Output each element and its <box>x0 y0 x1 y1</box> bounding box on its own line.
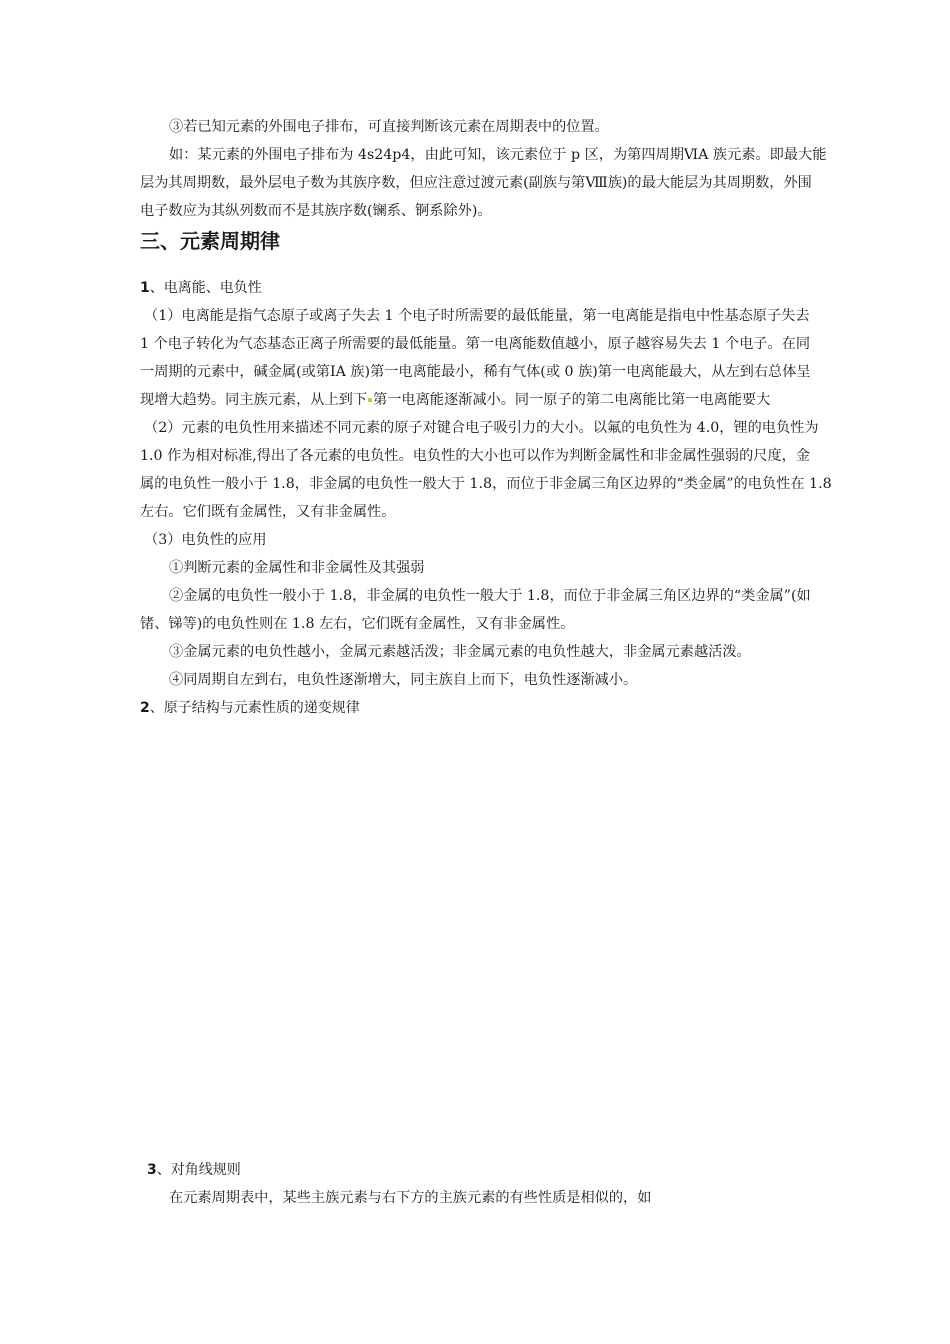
subsection-3-heading <box>147 1160 241 1180</box>
example-line-3: 电子数应为其纵列数而不是其族序数(镧系、锕系除外)。 <box>140 203 492 219</box>
example-line-2: 层为其周期数，最外层电子数为其族序数，但应注意过渡元素(副族与第Ⅷ族)的最大能层为其周期数，外围 <box>140 175 812 191</box>
application-2-line-2: 锗、锑等)的电负性则在 1.8 左右，它们既有金属性，又有非金属性。 <box>140 616 575 632</box>
subsection-2-number: 2 <box>140 700 150 716</box>
subsection-1-heading <box>140 278 262 298</box>
subsection-3-number: 3 <box>147 1162 157 1178</box>
section-heading: 三、元素周期律 <box>140 229 280 253</box>
para1-line-4a: 现增大趋势。同主族元素，从上到下 <box>140 392 368 408</box>
para1-line-4 <box>140 390 770 410</box>
para1-line-3: 一周期的元素中，碱金属(或第ⅠA 族)第一电离能最小，稀有气体(或 0 族)第一电离能最大，从左到右总体呈 <box>140 364 811 380</box>
application-4: ④同周期自左到右，电负性逐渐增大，同主族自上而下，电负性逐渐减小。 <box>169 672 638 688</box>
para1-line-2: 1 个电子转化为气态基态正离子所需要的最低能量。第一电离能数值越小，原子越容易失去 1 个电子。在同 <box>140 336 811 352</box>
subsection-1-title: 、电离能、电负性 <box>149 280 262 296</box>
subsection-1-number: 1 <box>140 280 150 296</box>
para2-line-1: （2）元素的电负性用来描述不同元素的原子对键合电子吸引力的大小。以氟的电负性为 4.0，锂的电负性为 <box>144 420 819 436</box>
intro-point-3: ③若已知元素的外围电子排布，可直接判断该元素在周期表中的位置。 <box>169 119 609 135</box>
para2-line-3: 属的电负性一般小于 1.8，非金属的电负性一般大于 1.8，而位于非金属三角区边界的“类金属”的电负性在 1.8 <box>140 476 832 492</box>
application-2-line-1: ②金属的电负性一般小于 1.8，非金属的电负性一般大于 1.8，而位于非金属三角区边界的“类金属”(如 <box>169 588 811 604</box>
example-line-1: 如：某元素的外围电子排布为 4s24p4，由此可知，该元素位于 p 区，为第四周期ⅥA 族元素。即最大能 <box>169 147 827 163</box>
application-1: ①判断元素的金属性和非金属性及其强弱 <box>169 560 425 576</box>
subsection-2-title: 、原子结构与元素性质的递变规律 <box>149 700 360 716</box>
highlight-mark <box>368 398 372 402</box>
subsection-3-title: 、对角线规则 <box>156 1162 241 1178</box>
para1-line-4b: 第一电离能逐渐减小。同一原子的第二电离能比第一电离能要大 <box>373 392 771 408</box>
subsection-3-text: 在元素周期表中，某些主族元素与右下方的主族元素的有些性质是相似的，如 <box>169 1190 652 1206</box>
para2-line-4: 左右。它们既有金属性，又有非金属性。 <box>140 504 396 520</box>
subsection-2-heading <box>140 698 360 718</box>
para2-line-2: 1.0 作为相对标准,得出了各元素的电负性。电负性的大小也可以作为判断金属性和非金属性强弱的尺度，金 <box>140 448 811 464</box>
para3-title: （3）电负性的应用 <box>144 532 267 548</box>
application-3: ③金属元素的电负性越小，金属元素越活泼；非金属元素的电负性越大，非金属元素越活泼。 <box>169 644 751 660</box>
para1-line-1: （1）电离能是指气态原子或离子失去 1 个电子时所需要的最低能量，第一电离能是指电中性基态原子失去 <box>144 308 810 324</box>
